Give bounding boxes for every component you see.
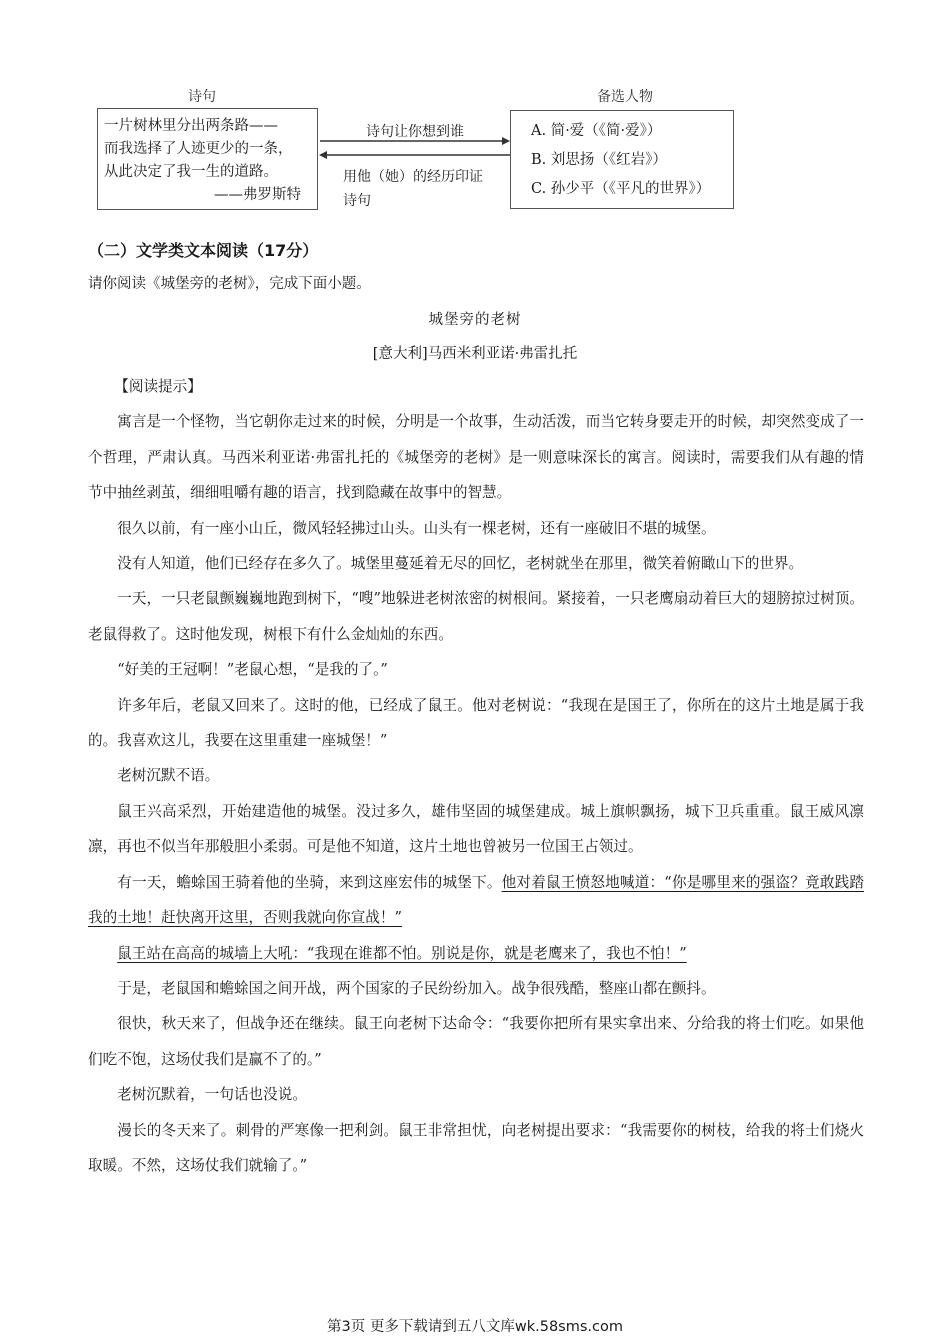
underlined-sentence: 他对着鼠王愤怒地喊道：“你是哪里来的强盗？竟敢践踏我的土地！赶快离开这里，否则我就向你宣战！” (88, 873, 864, 927)
article-author: [意大利]马西米利亚诺·弗雷扎托 (372, 346, 578, 362)
poem-line-1: 一片树林里分出两条路—— (104, 118, 278, 134)
section-intro: 请你阅读《城堡旁的老树》，完成下面小题。 (88, 276, 371, 292)
paragraph: 没有人知道，他们已经存在多久了。城堡里蔓延着无尽的回忆，老树就坐在那里，微笑着俯瞰山下的世界。 (117, 555, 804, 573)
paragraph: 一天，一只老鼠颤巍巍地跑到树下，“嗖”地躲进老树浓密的树根间。紧接着，一只老鹰扇动着巨大的翅膀掠过树顶。老鼠得救了。这时他发现，树根下有什么金灿灿的东西。 (88, 590, 864, 643)
arrow-right-head (502, 137, 510, 145)
arrow-left-text-2: 诗句 (343, 193, 371, 209)
article-body (88, 369, 864, 1183)
paragraph: 很快，秋天来了，但战争还在继续。鼠王向老树下达命令：“我要你把所有果实拿出来、分给我的将士们吃。如果他们吃不饱，这场仗我们是赢不了的。” (88, 1015, 864, 1068)
paragraph: 很久以前，有一座小山丘，微风轻轻拂过山头。山头有一棵老树，还有一座破旧不堪的城堡。 (117, 519, 716, 537)
reading-tip-heading: 【阅读提示】 (114, 378, 202, 395)
poem-line-3: 从此决定了我一生的道路。 (104, 164, 278, 180)
poem-box-label: 诗句 (188, 89, 216, 105)
arrow-left-text-1: 用他（她）的经历印证 (343, 169, 483, 185)
underlined-sentence: 鼠王站在高高的城墙上大吼：“我现在谁都不怕。别说是你，就是老鹰来了，我也不怕！” (117, 944, 687, 962)
section-title: （二）文学类文本阅读（17分） (88, 241, 319, 260)
arrow-left-head (319, 151, 327, 159)
option-b: B. 刘思扬（《红岩》） (531, 152, 667, 168)
paragraph: “好美的王冠啊！”老鼠心想，“是我的了。” (117, 661, 388, 679)
paragraph (88, 865, 864, 936)
paragraph: 漫长的冬天来了。刺骨的严寒像一把利剑。鼠王非常担忧，向老树提出要求：“我需要你的树枝，给我的将士们烧火取暖。不然，这场仗我们就输了。” (88, 1121, 864, 1174)
options-box (510, 110, 734, 209)
paragraph: 寓言是一个怪物，当它朝你走过来的时候，分明是一个故事，生动活泼，而当它转身要走开的时候，却突然变成了一个哲理，严肃认真。马西米利亚诺·弗雷扎托的《城堡旁的老树》是一则意味深长的寓言。阅读时，需要我们从有趣的情节中抽丝剥茧，细细咀嚼有趣的语言，找到隐藏在故事中的智慧。 (88, 413, 864, 502)
page-footer: 第3页 更多下载请到五八文库wk.58sms.com (327, 1319, 623, 1335)
paragraph: 老树沉默着，一句话也没说。 (117, 1086, 307, 1104)
paragraph-text: 有一天，蟾蜍国王骑着他的坐骑，来到这座宏伟的城堡下。 (117, 873, 502, 891)
paragraph: 许多年后，老鼠又回来了。这时的他，已经成了鼠王。他对老树说：“我现在是国王了，你所在的这片土地是属于我的。我喜欢这儿，我要在这里重建一座城堡！” (88, 696, 864, 750)
poem-line-2: 而我选择了人迹更少的一条， (104, 141, 293, 157)
poem-box (97, 108, 318, 210)
paragraph: 鼠王兴高采烈，开始建造他的城堡。没过多久，雄伟坚固的城堡建成。城上旗帜飘扬，城下卫兵重重。鼠王威风凛凛，再也不似当年那般胆小柔弱。可是他不知道，这片土地也曾被另一位国王占领过。 (88, 802, 864, 856)
option-c: C. 孙少平（《平凡的世界》） (531, 181, 711, 197)
arrow-right-text: 诗句让你想到谁 (366, 124, 464, 140)
option-a: A. 简·爱（《简·爱》） (531, 123, 662, 139)
article-title: 城堡旁的老树 (428, 312, 522, 328)
paragraph (88, 936, 864, 971)
options-box-label: 备选人物 (597, 89, 653, 105)
paragraph: 于是，老鼠国和蟾蜍国之间开战，两个国家的子民纷纷加入。战争很残酷，整座山都在颤抖。 (117, 979, 716, 997)
poem-author: ——弗罗斯特 (214, 187, 301, 203)
paragraph: 老树沉默不语。 (117, 767, 220, 785)
